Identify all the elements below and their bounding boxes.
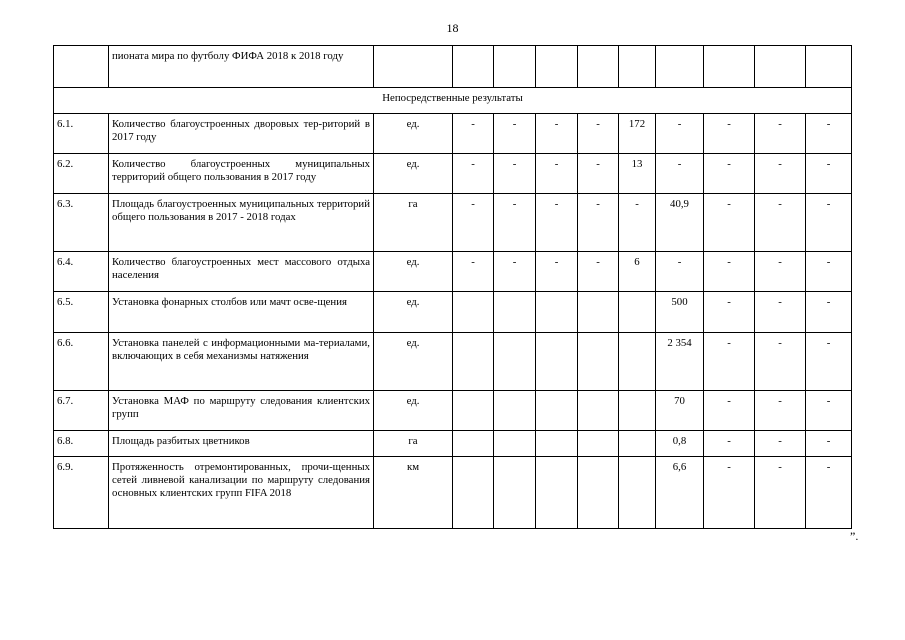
value-cell: - <box>494 194 536 252</box>
value-cell: - <box>755 252 806 292</box>
value-cell: - <box>578 114 619 154</box>
section-header-row <box>54 88 852 114</box>
value-cell: - <box>494 252 536 292</box>
value-cell: - <box>704 457 755 529</box>
value-cell: 500 <box>656 292 704 333</box>
value-cell <box>536 46 578 88</box>
value-cell <box>536 333 578 391</box>
value-cell <box>619 46 656 88</box>
value-cell: - <box>578 154 619 194</box>
value-cell: - <box>806 114 852 154</box>
table-row-continuation <box>54 46 852 88</box>
indicator-name-cell: Количество благоустроенных дворовых тер-риторий в 2017 году <box>109 114 374 154</box>
closing-quote-mark: ”. <box>850 529 859 543</box>
value-cell: 70 <box>656 391 704 431</box>
value-cell <box>619 333 656 391</box>
unit-cell: ед. <box>374 154 453 194</box>
value-cell: - <box>578 252 619 292</box>
value-cell <box>494 333 536 391</box>
value-cell: - <box>656 252 704 292</box>
indicator-name-cell: Площадь благоустроенных муниципальных территорий общего пользования в 2017 - 2018 годах <box>109 194 374 252</box>
value-cell <box>619 431 656 457</box>
value-cell: - <box>755 114 806 154</box>
value-cell: - <box>453 154 494 194</box>
value-cell <box>536 292 578 333</box>
value-cell: - <box>755 292 806 333</box>
value-cell <box>453 333 494 391</box>
indicator-name-cell: Установка панелей с информационными ма-териалами, включающих в себя механизмы натяжения <box>109 333 374 391</box>
value-cell <box>704 46 755 88</box>
value-cell <box>578 431 619 457</box>
value-cell: - <box>453 114 494 154</box>
value-cell: - <box>755 391 806 431</box>
value-cell: - <box>806 292 852 333</box>
table-row <box>54 154 852 194</box>
table-row <box>54 391 852 431</box>
value-cell: - <box>494 114 536 154</box>
unit-cell: км <box>374 457 453 529</box>
value-cell <box>536 431 578 457</box>
value-cell: - <box>453 194 494 252</box>
indicator-name-cell: Установка фонарных столбов или мачт осве-щения <box>109 292 374 333</box>
value-cell: - <box>578 194 619 252</box>
value-cell: - <box>536 194 578 252</box>
indicator-name-cell: Площадь разбитых цветников <box>109 431 374 457</box>
value-cell: 6 <box>619 252 656 292</box>
unit-cell: ед. <box>374 114 453 154</box>
row-number-cell: 6.3. <box>54 194 109 252</box>
value-cell <box>453 292 494 333</box>
value-cell: - <box>704 252 755 292</box>
section-title: Непосредственные результаты <box>54 88 852 114</box>
indicator-name-cell: Количество благоустроенных мест массового отдыха населения <box>109 252 374 292</box>
table-row <box>54 194 852 252</box>
value-cell <box>453 457 494 529</box>
value-cell: - <box>704 194 755 252</box>
value-cell: - <box>806 252 852 292</box>
value-cell: 2 354 <box>656 333 704 391</box>
row-number-cell <box>54 46 109 88</box>
value-cell <box>494 457 536 529</box>
row-number-cell: 6.6. <box>54 333 109 391</box>
indicator-name-cell: Протяженность отремонтированных, прочи-щенных сетей ливневой канализации по маршруту следования основных клиентских групп FIFA 2018 <box>109 457 374 529</box>
value-cell <box>619 391 656 431</box>
table-row <box>54 114 852 154</box>
value-cell: - <box>806 154 852 194</box>
value-cell <box>578 292 619 333</box>
indicators-table <box>53 45 852 529</box>
unit-cell: ед. <box>374 252 453 292</box>
value-cell <box>578 457 619 529</box>
value-cell: - <box>755 194 806 252</box>
value-cell <box>578 391 619 431</box>
table-row <box>54 431 852 457</box>
value-cell: - <box>536 154 578 194</box>
value-cell <box>619 457 656 529</box>
row-number-cell: 6.1. <box>54 114 109 154</box>
value-cell: - <box>755 154 806 194</box>
value-cell <box>494 46 536 88</box>
value-cell <box>536 457 578 529</box>
value-cell: - <box>806 333 852 391</box>
table-row <box>54 333 852 391</box>
value-cell: - <box>806 457 852 529</box>
unit-cell: ед. <box>374 292 453 333</box>
value-cell <box>494 431 536 457</box>
unit-cell: га <box>374 194 453 252</box>
row-number-cell: 6.9. <box>54 457 109 529</box>
value-cell <box>453 46 494 88</box>
value-cell: - <box>656 114 704 154</box>
value-cell: 13 <box>619 154 656 194</box>
value-cell: - <box>704 431 755 457</box>
value-cell: 172 <box>619 114 656 154</box>
value-cell: - <box>806 194 852 252</box>
value-cell <box>494 292 536 333</box>
value-cell <box>578 46 619 88</box>
value-cell: - <box>755 431 806 457</box>
value-cell: - <box>806 391 852 431</box>
value-cell: - <box>755 457 806 529</box>
value-cell: - <box>755 333 806 391</box>
row-number-cell: 6.5. <box>54 292 109 333</box>
unit-cell: га <box>374 431 453 457</box>
row-number-cell: 6.7. <box>54 391 109 431</box>
table-row <box>54 292 852 333</box>
table-row <box>54 457 852 529</box>
row-number-cell: 6.2. <box>54 154 109 194</box>
value-cell <box>619 292 656 333</box>
value-cell <box>453 391 494 431</box>
table-row <box>54 252 852 292</box>
value-cell <box>494 391 536 431</box>
indicator-name-cell: Количество благоустроенных муниципальных территорий общего пользования в 2017 году <box>109 154 374 194</box>
value-cell: 6,6 <box>656 457 704 529</box>
value-cell <box>536 391 578 431</box>
value-cell: - <box>619 194 656 252</box>
value-cell: - <box>536 252 578 292</box>
unit-cell <box>374 46 453 88</box>
page-number: 18 <box>446 21 459 35</box>
value-cell: - <box>656 154 704 194</box>
value-cell: - <box>494 154 536 194</box>
row-number-cell: 6.4. <box>54 252 109 292</box>
value-cell: - <box>453 252 494 292</box>
value-cell: 40,9 <box>656 194 704 252</box>
unit-cell: ед. <box>374 391 453 431</box>
value-cell <box>578 333 619 391</box>
indicator-name-cell: Установка МАФ по маршруту следования клиентских групп <box>109 391 374 431</box>
value-cell: - <box>704 333 755 391</box>
value-cell: - <box>704 154 755 194</box>
row-number-cell: 6.8. <box>54 431 109 457</box>
unit-cell: ед. <box>374 333 453 391</box>
value-cell: - <box>704 114 755 154</box>
value-cell <box>806 46 852 88</box>
value-cell: 0,8 <box>656 431 704 457</box>
indicator-name-cell: пионата мира по футболу ФИФА 2018 к 2018 году <box>109 46 374 88</box>
value-cell: - <box>704 391 755 431</box>
value-cell: - <box>806 431 852 457</box>
value-cell: - <box>704 292 755 333</box>
value-cell <box>656 46 704 88</box>
value-cell: - <box>536 114 578 154</box>
value-cell <box>755 46 806 88</box>
value-cell <box>453 431 494 457</box>
